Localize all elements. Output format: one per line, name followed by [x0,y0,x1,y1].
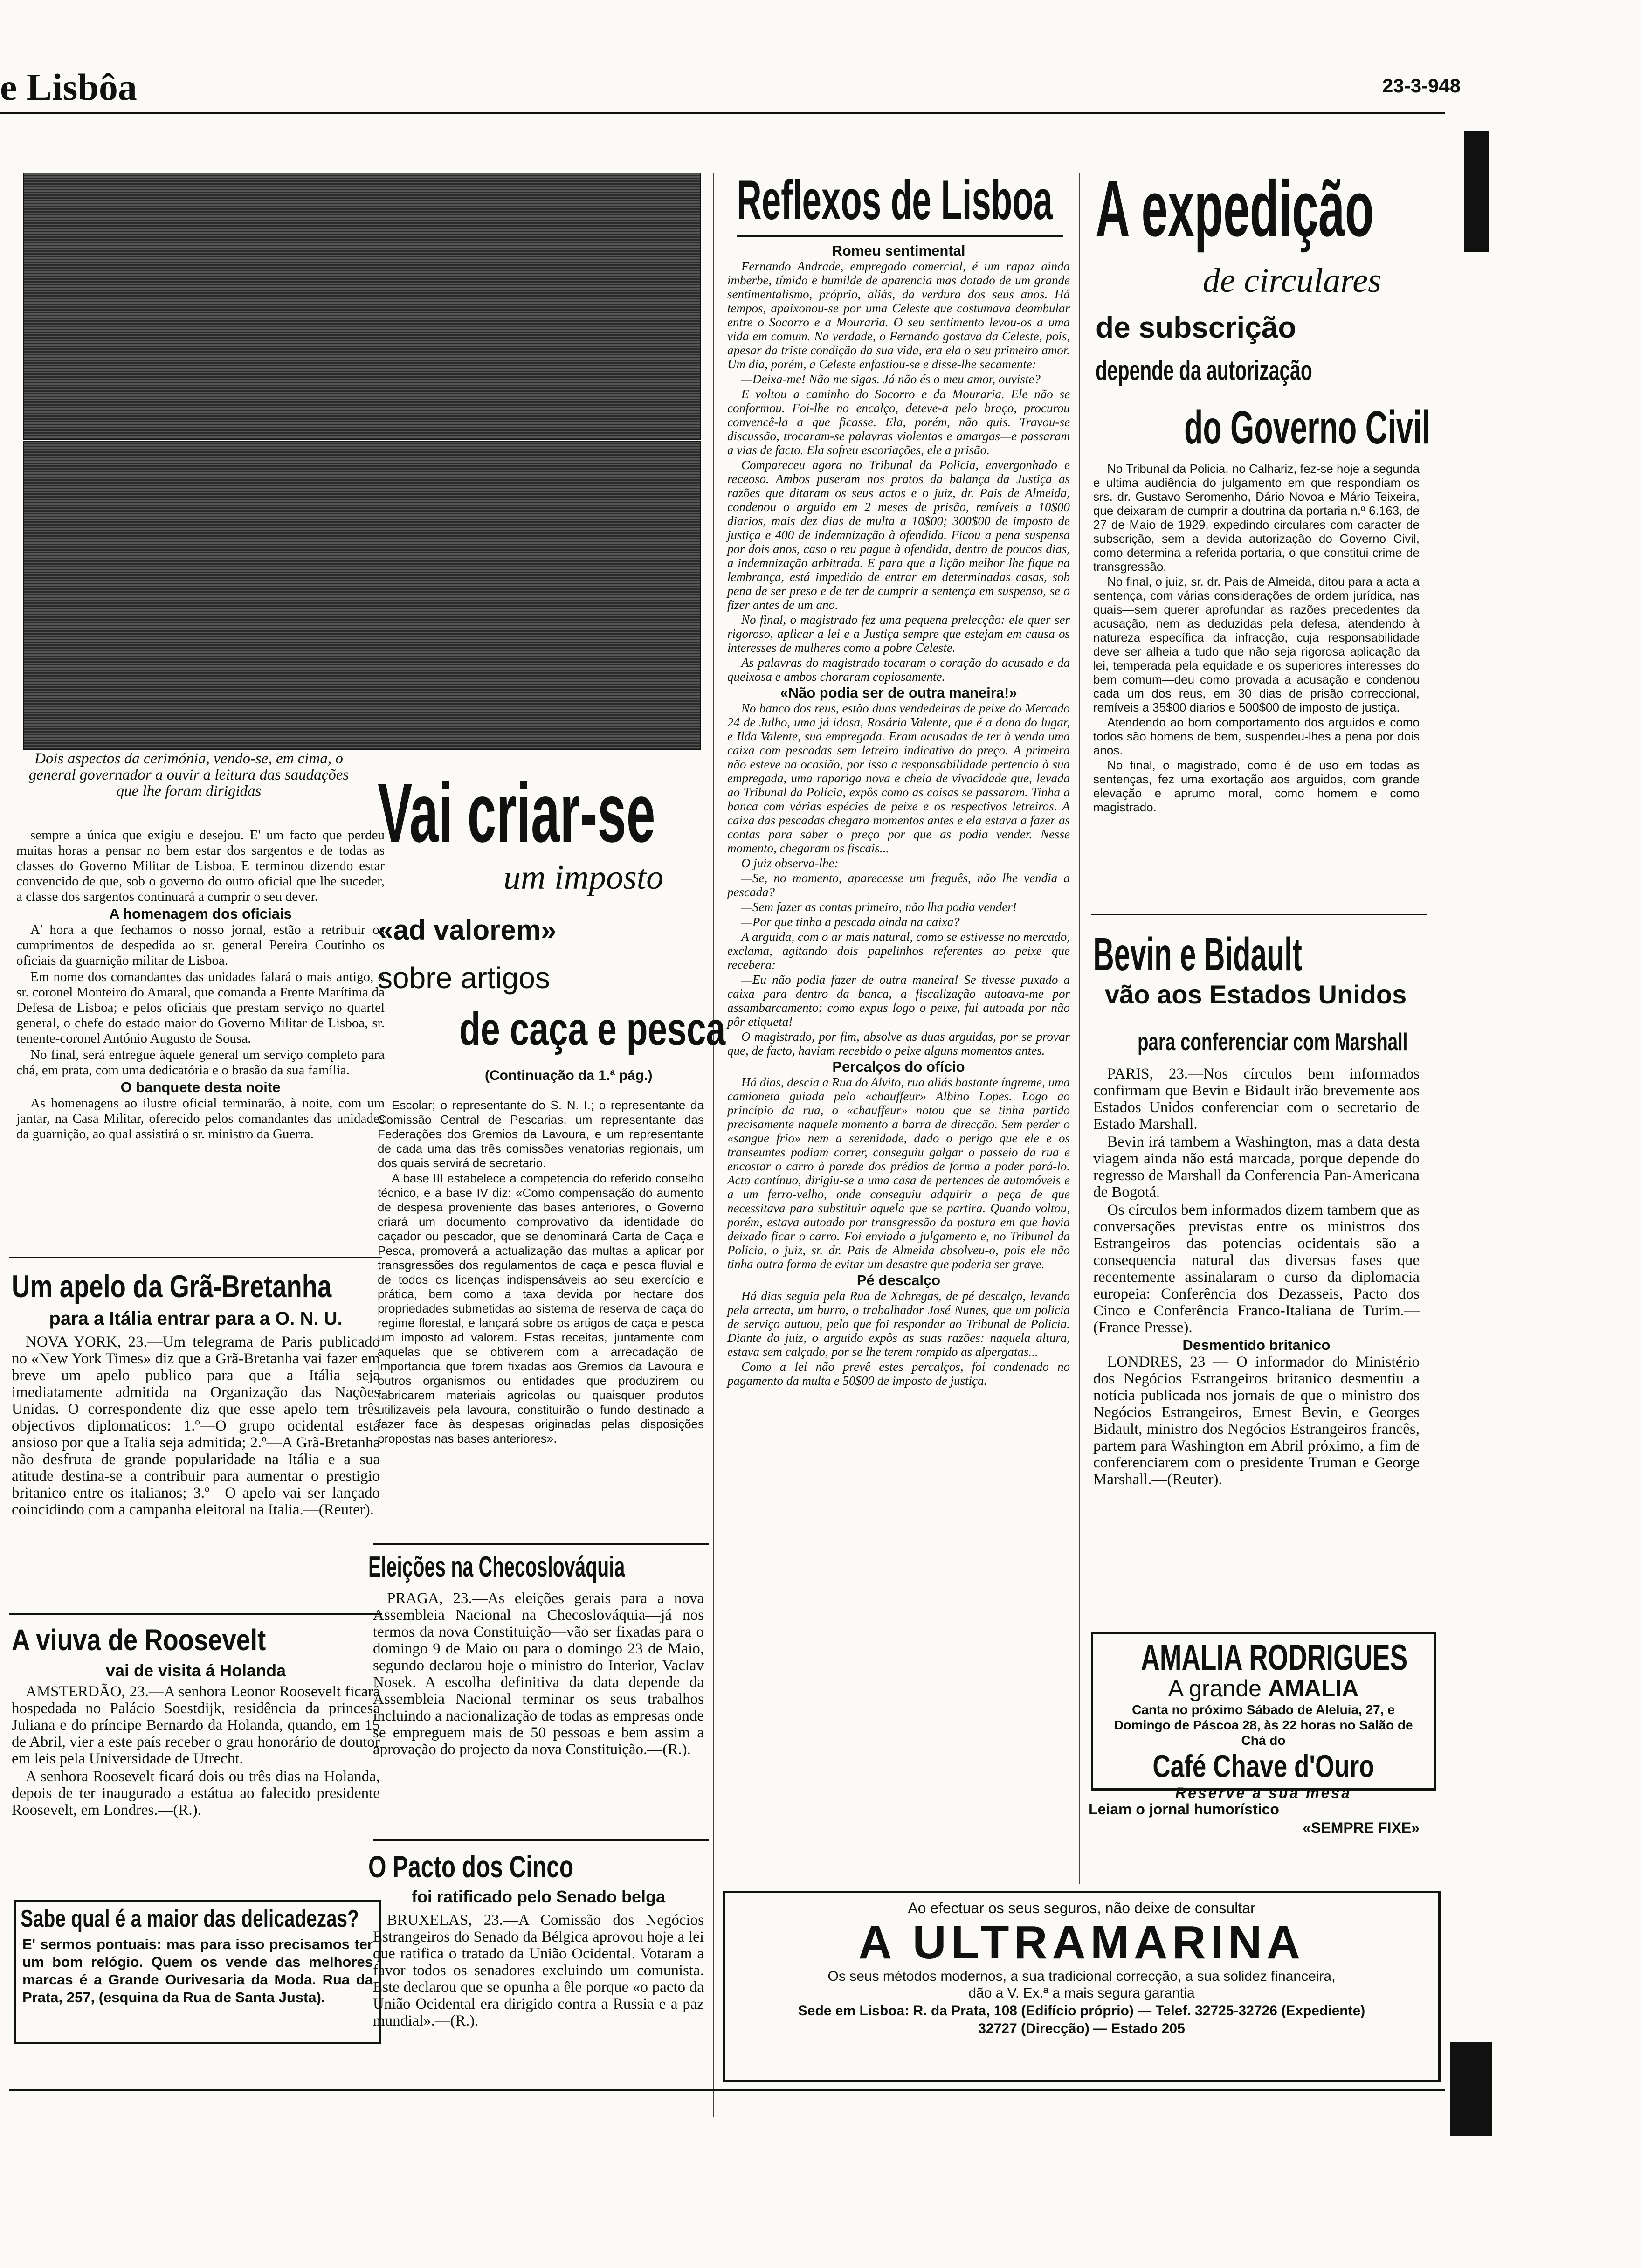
paragraph: —Se, no momento, aparecesse um freguês, não lhe vendia a pescada? [727,871,1070,899]
masthead-rule [0,112,1445,114]
paragraph: As palavras do magistrado tocaram o coração do acusado e da queixosa e ambos choraram copiosamente. [727,656,1070,684]
imposto-body [378,1098,704,1447]
roosevelt-body [12,1683,380,1819]
paragraph: PRAGA, 23.—As eleições gerais para a nova Assembleia Nacional na Checoslováquia—já nos termos da nova Constituição—vão ser fixadas para o domingo 9 de Maio ou para o domingo 23 de Maio, segundo declarou hoje o ministro do Interior, Vaclav Nosek. A escolha definitiva da data depende da Assembleia Nacional terminar os seus trabalhos incluindo a nacionalização de todas as empresas onde se empreguem mais de 50 pessoas e bem assim a aprovação do projecto da nova Constituição.—(R.). [373,1590,704,1758]
divider [373,1543,709,1545]
headline-imposto: Vai criar-se [378,766,655,860]
bevin-line3: para conferenciar com Marshall [1138,1029,1408,1056]
ad-sempre-fixe-line2: «SEMPRE FIXE» [1303,1819,1420,1836]
ad-ultramarina-line3: Sede em Lisboa: R. da Prata, 108 (Edifício próprio) — Telef. 32725-32726 (Expediente) [798,2003,1365,2019]
expedicao-line4: depende da autorização [1096,355,1312,386]
paragraph: Em nome dos comandantes das unidades falará o mais antigo, o sr. coronel Monteiro do Amaral, que comanda a Frente Marítima da Defesa de Lisboa; e pelos oficiais que prestam serviço no quartel general, o chefe do estado maior do Governo Militar de Lisboa, sr. tenente-coronel António Augusto de Sousa. [16,969,385,1046]
ad-amalia-venue: Café Chave d'Ouro [1152,1749,1374,1784]
bevin-body [1093,1065,1420,1489]
ad-ultramarina-top: Ao efectuar os seus seguros, não deixe de consultar [908,1900,1255,1916]
paragraph: No final, será entregue àquele general um serviço completo para chá, em prata, com uma dedicatória e o brasão da sua família. [16,1047,385,1078]
ad-amalia-line2b: AMALIA [1268,1675,1359,1701]
margin-bar [1464,131,1489,252]
paragraph: No final, o juiz, sr. dr. Pais de Almeida, ditou para a acta a sentença, com várias considerações de ordem jurídica, nas quais—sem querer aprofundar as razões precedentes da acusação, nem as deduzidas pela defesa, atendendo à natureza específica da infracção, cuja responsabilidade deve ser alheia a tudo que não seja rigorosa aplicação da lei, temperada pela equidade e os superiores interesses do bem comum—deu como provada a acusação e condenou cada um dos reus, em 30 dias de prisão correccional, remíveis a 35$00 diarios e 500$00 de imposto de justiça. [1093,574,1420,714]
paragraph: Como a lei não prevê estes percalços, foi condenado no pagamento da multa e 50$00 de imposto de justiça. [727,1360,1070,1388]
ad-delicadezas [14,1900,381,2044]
ad-ultramarina-name: A ULTRAMARINA [858,1916,1305,1969]
apelo-body [12,1334,380,1519]
headline-roosevelt: A viuva de Roosevelt [12,1623,266,1657]
ad-delicadezas-body: E' sermos pontuais: mas para isso precisamos ter um bom relógio. Quem os vende das melhores marcas é a Grande Ourivesaria da Moda. Rua da Prata, 257, (esquina da Rua de Santa Justa). [22,1936,373,2005]
headline-bevin: Bevin e Bidault [1093,928,1302,981]
ad-amalia-cta: Reserve a sua mesa [1175,1784,1351,1801]
paragraph: E voltou a caminho do Socorro e da Mouraria. Ele não se conformou. Foi-lhe no encalço, deteve-a pelo braço, procurou convencê-la a que ficasse. Ela, porém, não quis. Travou-se discussão, trocaram-se palavras violentas e amargas—e passaram a vias de facto. Ela sofreu escoriações, ele a prisão. [727,387,1070,457]
ad-delicadezas-title: Sabe qual é a maior das delicadezas? [21,1905,359,1932]
subheading: O banquete desta noite [120,1079,281,1095]
paragraph: O magistrado, por fim, absolve as duas arguidas, por se provar que, de facto, haviam recebido o peixe alguns momentos antes. [727,1030,1070,1058]
column-rule [713,173,714,2117]
paragraph: Fernando Andrade, empregado comercial, é um rapaz ainda imberbe, tímido e humilde de aparencia mas dotado de um grande sentimentalismo, próprio, aliás, da verdura dos seus anos. Há tempos, apaixonou-se por uma Celeste que costumava deambular entre o Socorro e a Mouraria. O seu sentimento levou-os a uma vida em comum. Na verdade, o Fernando gostava da Celeste, pois, apesar da triste condição da sua vida, era ela o seu primeiro amor. Um dia, porém, a Celeste enfastiou-se e disse-lhe secamente: [727,259,1070,371]
paragraph: A base III estabelece a competencia do referido conselho técnico, e a base IV diz: «Como compensação do aumento de despesa proveniente das bases anteriores, o Governo criará um documento comprovativo da identidade do caçador ou pescador, que se denominará Carta de Caça e Pesca, promoverá a actualização das multas a aplicar por transgressões dos regulamentos de caça e pesca fluvial e de todos os licenças indispensáveis ao seu exercício e prática, bem como a taxa devida por hectare dos propriedades submetidas ao sistema de reserva de caça do regime florestal, e lançará sobre os artigos de caça e pesca um imposto ad valorem. Estas receitas, juntamente com aquelas que se obtiverem com a arrecadação de importancia que forem fixadas aos Gremios da Lavoura e outros organismos ou entidades que produzirem ou fabricarem materiais agricolas ou quaisquer produtos utilizaveis pela lavoura, constituirão o fundo destinado a fazer face às despesas originadas pelas disposições propostas nas bases anteriores». [378,1171,704,1445]
bevin-line2: vão aos Estados Unidos [1105,980,1407,1009]
paragraph: A' hora a que fechamos o nosso jornal, estão a retribuir os cumprimentos de despedida ao sr. general Pereira Coutinho os oficiais da guarnição militar de Lisboa. [16,922,385,968]
paragraph: sempre a única que exigiu e desejou. E' um facto que perdeu muitas horas a pensar no bem estar dos sargentos e de todas as classes do Governo Militar de Lisboa. E terminou dizendo estar convencido de que, sob o governo do outro oficial que lhe suceder, a classe dos sargentos continuará a cumprir o seu dever. [16,828,385,904]
subheading: «Não podia ser de outra maneira!» [780,685,1017,701]
expedicao-body [1093,462,1420,815]
expedicao-line5: do Governo Civil [1184,401,1431,454]
headline-expedicao: A expedição [1096,165,1374,253]
masthead-date: 23-3-948 [1382,75,1461,97]
paragraph: Compareceu agora no Tribunal da Policia, envergonhado e receoso. Ambos puseram nos pratos da balança da Justiça as razões que ditaram os seus actos e o juiz, dr. Pais de Almeida, condenou o arguido em 2 meses de prisão, remíveis a 10$00 diarios, mais dez dias de multa a 10$00; 300$00 de imposto de justiça e 400 de indemnização à ofendida. Ficou a pena suspensa por dois anos, caso o reu pague à ofendida, dentro de poucos dias, a indemnização arbitrada. E para que a lição melhor lhe fique na lembrança, está impedido de entrar em determinadas casas, sob pena de ser preso e de ter de cumprir a sentença em suspenso, se o fizer antes de um ano. [727,458,1070,612]
photo-ceremony-bottom [23,441,701,750]
paragraph: As homenagens ao ilustre oficial terminarão, à noite, com um jantar, na Casa Militar, oferecido pelos comandantes das unidades da guarnição, ao qual assistirá o sr. ministro da Guerra. [16,1096,385,1141]
subheading: Percalços do ofício [832,1058,965,1075]
subtitle-pacto: foi ratificado pelo Senado belga [411,1887,666,1906]
paragraph: No Tribunal da Policia, no Calhariz, fez-se hoje a segunda e ultima audiência do julgamento em que respondiam os srs. dr. Gustavo Seromenho, Dário Novoa e Mário Teixeira, que deixaram de cumprir a doutrina da portaria n.º 6.163, de 27 de Maio de 1929, expedindo circulares com caracter de subscrição, sem a devida autorização do Governo Civil, como determina a referida portaria, o que constitui crime de transgressão. [1093,462,1420,574]
ad-ultramarina [723,1891,1441,2082]
divider [9,1613,382,1615]
paragraph: O juiz observa-lhe: [741,856,839,870]
imposto-line5: de caça e pesca [459,1003,726,1055]
ad-sempre-fixe [1089,1800,1429,1837]
paragraph: Escolar; o representante do S. N. I.; o representante da Comissão Central de Pescarias, um representante das Federações dos Gremios da Lavoura, e um representante de cada uma das três comissões venatorias regionais, um dos quais servirá de secretario. [378,1098,704,1170]
paragraph: A senhora Roosevelt ficará dois ou três dias na Holanda, depois de ter inaugurado a estátua ao falecido presidente Roosevelt, em Londres.—(R.). [12,1768,380,1819]
headline-underline [737,235,1063,237]
paragraph: No final, o magistrado fez uma pequena prelecção: ele quer ser rigoroso, aplicar a lei e a Justiça sempre que estejam em causa os interesses de mulheres como a pobre Celeste. [727,613,1070,655]
headline-checoslovaquia: Eleições na Checoslováquia [368,1551,625,1583]
subheading: A homenagem dos oficiais [109,906,292,922]
divider [373,1839,709,1841]
imposto-line2: um imposto [503,858,664,897]
divider [1091,914,1427,915]
subheading: Romeu sentimental [832,242,965,259]
expedicao-line2: de circulares [1203,262,1381,300]
ad-amalia-line2a: A grande [1168,1675,1262,1701]
imposto-cont: (Continuação da 1.ª pág.) [485,1068,653,1083]
paragraph: BRUXELAS, 23.—A Comissão dos Negócios Estrangeiros do Senado da Bélgica aprovou hoje a lei que ratifica o tratado da União Ocidental. Votaram a favor todos os senadores excluindo um comunista. Este declarou que se opunha a êle porque «o pacto da União Ocidental era dirigido contra a Russia e a paz mundial».—(R.). [373,1912,704,2029]
paragraph: A arguida, com o ar mais natural, como se estivesse no mercado, exclama, agitando dois papelinhos referentes ao peixe que recebera: [727,930,1070,972]
expedicao-line3: de subscrição [1096,311,1296,344]
ad-amalia-line3: Canta no próximo Sábado de Aleluia, 27, e Domingo de Páscoa 28, às 22 horas no Salão de Chá do [1114,1702,1413,1748]
divider [9,1257,382,1258]
paragraph: LONDRES, 23 — O informador do Ministério dos Negócios Estrangeiros britanico desmentiu a notícia publicada nos jornais de que o ministro dos Negócios Estrangeiros, Ernest Bevin, e Georges Bidault, ministro dos Negócios Estrangeiros francês, partem para Washington em Abril próximo, a fim de conferenciarem com o presidente Truman e George Marshall.—(Reuter). [1093,1354,1420,1488]
subtitle-apelo: para a Itália entrar para a O. N. U. [49,1308,343,1329]
column-rule [1079,173,1080,1884]
bottom-rule [9,2089,1445,2091]
checoslovaquia-body [373,1590,704,1759]
reflexos-body [727,242,1070,1389]
paragraph: Há dias, descia a Rua do Alvito, rua aliás bastante íngreme, uma camioneta guiada pelo «chauffeur» Albino Lopes. Logo ao princípio da rua, o «chauffeur» notou que se tinha partido precisamente naquele momento a barra de direcção. Sem perder o «sangue frio» nem a serenidade, dado o perigo que ele e os transeuntes podiam correr, conseguiu galgar o passeio da rua e encostar o carro à parede dos prédios de forma a poder pará-lo. Acto contínuo, dirigiu-se a uma casa de pertences de automóveis e a um ferro-velho, onde conseguiu adquirir a peça de que necessitava para substituir aquela que se partira. Quando voltou, porém, estava autoado por transgressão da postura em que havia deixado ficar o carro. Foi enviado a julgamento e, no Tribunal da Policia, o juiz, sr. dr. Pais de Almeida absolveu-o, pois ele não tinha outra forma de evitar um desastre que poderia ser grave. [727,1075,1070,1271]
paragraph: No final, o magistrado, como é de uso em todas as sentenças, fez uma exortação aos arguidos, com grande elevação e aprumo moral, como homem e como magistrado. [1093,758,1420,814]
paragraph: No banco dos reus, estão duas vendedeiras de peixe do Mercado 24 de Julho, uma já idosa, Rosária Valente, que é a dona do lugar, e Ilda Valente, sua empregada. Eram acusadas de ter à venda uma caixa com pescadas sem letreiro indicativo do preço. A primeira não esteve na ocasião, por isso a responsabilidade pertencia à sua empregada, uma rapariga nova e cheia de vivacidade que, levada ao Tribunal da Polícia, expôs como as coisas se passaram. Tinha a banca com várias espécies de peixe e os respectivos letreiros. A caixa das pescadas chegara momentos antes e ela estava a fazer as contas para saber o preço por que as podia vender. Nesse momento, chegaram os fiscais... [727,701,1070,855]
headline-reflexos: Reflexos de Lisboa [737,169,1053,231]
paragraph: —Por que tinha a pescada ainda na caixa? [741,915,960,929]
paragraph: AMSTERDÃO, 23.—A senhora Leonor Roosevelt ficará hospedada no Palácio Soestdijk, residência da princesa Juliana e do príncipe Bernardo da Holanda, quando, em 15 de Abril, vier a este país receber o grau honorário de doutor em leis pela Universidade de Utrecht. [12,1683,380,1767]
subheading: Desmentido britanico [1182,1337,1331,1353]
col1-article [16,828,385,1143]
paragraph: —Eu não podia fazer de outra maneira! Se tivesse puxado a caixa para dentro da banca, a fiscalização autoava-me por assambarcamento: como expus logo o peixe, fui autoada por não pôr etiqueta! [727,973,1070,1029]
ad-ultramarina-line4: 32727 (Direcção) — Estado 205 [978,2021,1185,2036]
margin-bar-lower [1450,2042,1492,2136]
imposto-line4: sobre artigos [378,961,550,995]
ad-amalia-line2 [1093,1675,1434,1702]
paragraph: Os círculos bem informados dizem tambem que as conversações previstas entre os ministros dos Estrangeiros das potencias ocidentais são a consequencia natural das diversas fases que recentemente assinalaram o curso da diplomacia europeia: Conferência dos Dezasseis, Pacto dos Cinco e Conferência Franco-Italiana de Turim.—(France Presse). [1093,1202,1420,1336]
subheading: Pé descalço [856,1272,941,1288]
paragraph: PARIS, 23.—Nos círculos bem informados confirmam que Bevin e Bidault irão brevemente aos Estados Unidos conferenciar com o secretario de Estado Marshall. [1093,1065,1420,1133]
paragraph: Há dias seguia pela Rua de Xabregas, de pé descalço, levando pela arreata, um burro, o trabalhador José Nunes, que um policia de serviço autuou, pelo que foi respondar ao Tribunal de Policia. Diante do juiz, o arguido expôs as suas razões: naquela altura, estava sem calçado, por se lhe terem rompido as alpergatas... [727,1289,1070,1359]
paragraph: —Sem fazer as contas primeiro, não lha podia vender! [741,900,1017,914]
ad-sempre-fixe-line1: Leiam o jornal humorístico [1089,1801,1279,1818]
ad-amalia [1091,1632,1436,1801]
subtitle-roosevelt: vai de visita á Holanda [105,1661,286,1680]
photo-ceremony-top [23,173,701,440]
ad-amalia-name: AMALIA RODRIGUES [1141,1637,1408,1678]
paragraph: NOVA YORK, 23.—Um telegrama de Paris publicado no «New York Times» diz que a Grã-Bretanha vai fazer em breve um apelo publico para que a Itália seja imediatamente admitida na Organização das Nações Unidas. O correspondente diz que esse apelo tem três objectivos diplomaticos: 1.º—O grupo ocidental está ansioso por que a Italia seja admitida; 2.º—A Grã-Bretanha não desfruta de grande popularidade na Itália e a sua atitude destina-se a contribuir para aumentar o prestigio britanico entre os italianos; 3.º—O apelo vai ser lançado coincidindo com a campanha eleitoral na Italia.—(Reuter). [12,1334,380,1518]
photo-caption: Dois aspectos da cerimónia, vendo-se, em cima, o general governador a ouvir a leitura das saudações que lhe foram dirigidas [28,750,349,800]
ad-ultramarina-line1: Os seus métodos modernos, a sua tradicional correcção, a sua solidez financeira, [827,1969,1336,1984]
paragraph: Bevin irá tambem a Washington, mas a data desta viagem ainda não está marcada, porque depende do regresso de Marshall da Conferencia Pan-Americana de Bogotá. [1093,1134,1420,1201]
imposto-line3: «ad valorem» [378,914,557,946]
ad-ultramarina-line2: dão a V. Ex.ª a mais segura garantia [968,1985,1195,2001]
masthead-title: e Lisbôa [0,66,137,108]
headline-pacto: O Pacto dos Cinco [368,1849,574,1884]
pacto-body [373,1912,704,2030]
headline-apelo: Um apelo da Grã-Bretanha [12,1269,332,1304]
paragraph: —Deixa-me! Não me sigas. Já não és o meu amor, ouviste? [741,372,1041,386]
paragraph: Atendendo ao bom comportamento dos arguidos e como todos são homens de bem, suspendeu-lhes a pena por dois anos. [1093,715,1420,757]
